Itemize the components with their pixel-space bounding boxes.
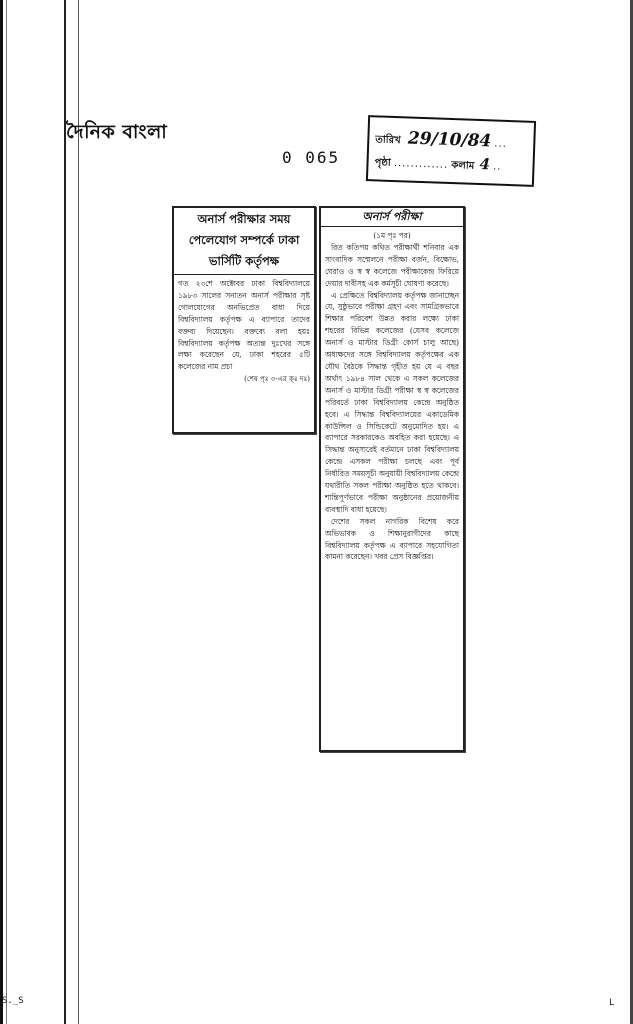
stamp-page-label: পৃষ্ঠা — [374, 157, 391, 169]
news-clipping-left — [172, 206, 316, 434]
corner-mark-bottom-left: S._S — [2, 996, 24, 1006]
stamp-dots: ... — [494, 138, 508, 150]
stamp-date-row — [375, 127, 507, 154]
article-left-headline: অনার্স পরীক্ষার সময় পেলেযোগ সম্পর্কে ঢাকা ভার্সিটি কর্তৃপক্ষ — [174, 208, 314, 275]
article-right-continued-from: (১ম পৃঃ পর) — [373, 231, 411, 240]
article-right-headline: অনার্স পরীক্ষা — [321, 208, 463, 227]
stamp-column-label: কলাম — [451, 160, 475, 172]
page-fold-line-secondary — [78, 0, 79, 1024]
stamp-date-label: তারিখ — [375, 134, 401, 147]
article-left-continuation: (শেষ পৃঃ ৩-এর ক্ঃ দঃ) — [244, 375, 310, 384]
catalog-number: 0 065 — [282, 148, 341, 167]
stamp-dots: ............. — [393, 158, 449, 171]
stamp-page-row — [374, 151, 502, 176]
archive-stamp — [366, 115, 536, 187]
scan-left-edge — [0, 0, 14, 1024]
article-left-body — [174, 275, 314, 386]
stamp-dots: .. — [492, 161, 502, 173]
article-right-body — [321, 227, 463, 563]
article-right-paragraph: এ প্রেক্ষিতে বিশ্ববিদ্যালয় কর্তৃপক্ষ জানাচ্ছেন যে, সুষ্ঠুভাবে পরীক্ষা গ্রহণ এবং সামগ্রিকভাবে শিক্ষার পরিবেশ উন্নত করার লক্ষ্যে ঢাকা শহরের বিভিন্ন কলেজের (যেসব কলেজে অনার্স ও মাস্টার ডিগ্রী কোর্স চালু আছে) অধ্যক্ষদের সঙ্গে বিশ্ববিদ্যালয় কর্তৃপক্ষের এক যৌথ বৈঠকে সিদ্ধান্ত গৃহীত হয় যে এ বছর অর্থাৎ ১৯৮৪ সাল থেকে এ সকল কলেজের অনার্স ও মাস্টার ডিগ্রী পরীক্ষা স্ব স্ব কলেজের পরিবর্তে ঢাকা বিশ্ববিদ্যালয় কেন্দ্রে অনুষ্ঠিত হবে। এ সিদ্ধান্ত বিশ্ববিদ্যালয়ের একাডেমিক কাউন্সিল ও সিন্ডিকেটে অনুমোদিত হয়। এ ব্যাপারে সরকারকেও অবহিত করা হয়েছে। এ সিদ্ধান্ত অনুসারেই বর্তমানে ঢাকা বিশ্ববিদ্যালয় কেন্দ্রে এসকল পরীক্ষা চলছে এবং পূর্ব নির্ধারিত সময়সূচী অনুযায়ী বিশ্ববিদ্যালয় কেন্দ্রে যথারীতি সকল পরীক্ষা অনুষ্ঠিত হতে থাকবে। শান্তিপূর্ণভাবে পরীক্ষা অনুষ্ঠানের প্রয়োজনীয় ব্যবস্থাদি বাধা হয়েছে। — [325, 290, 459, 514]
page-fold-line — [64, 0, 66, 1024]
corner-mark-bottom-right: L — [609, 998, 615, 1008]
article-right-paragraph: দেশের সকল নাগরিক বিশেষ করে অভিভাবক ও শিক্ষানুরাগীদের কাছে বিশ্ববিদ্যালয় কর্তৃপক্ষ এ ব্যাপারে সহযোগিতা কামনা করেছেন। খবর প্রেস বিজ্ঞপ্তির। — [325, 516, 459, 562]
article-left-text: গত ২৩শে অক্টোবর ঢাকা বিশ্ববিদ্যালয়ে ১৯৮৩ সালের সনাতন অনার্স পরীক্ষার সৃষ্ট গোলযোগের অনভিপ্রেত বাধা দিয়ে বিশ্ববিদ্যালয় কর্তৃপক্ষ এ ব্যাপারে তাদের বক্তব্য দিয়েছেন। বক্তব্যে বলা হয়ঃ বিশ্ববিদ্যালয় কর্তৃপক্ষ অত্যন্ত দুঃখের সঙ্গে লক্ষ্য করেছেন যে, ঢাকা শহরের ৫টি কলেজের নাম প্রচা — [178, 279, 310, 372]
article-right-paragraph: রিত কতিপয় কথিত পরীক্ষার্থী শনিবার এক সাংবাদিক সম্মেলনে পরীক্ষা বর্জন, বিক্ষোভ, ঘেরাও ও স্ব স্ব কলেজে পরীক্ষাকেন্দ্র ফিরিয়ে দেয়ার দাবীসহ এক কর্মসূচী ঘোষণা করেছে। — [325, 242, 459, 288]
newspaper-name: দৈনিক বাংলা — [66, 121, 168, 143]
stamp-date-value: 29/10/84 — [407, 128, 492, 152]
stamp-column-value: 4 — [479, 155, 491, 174]
news-clipping-right — [319, 206, 465, 752]
